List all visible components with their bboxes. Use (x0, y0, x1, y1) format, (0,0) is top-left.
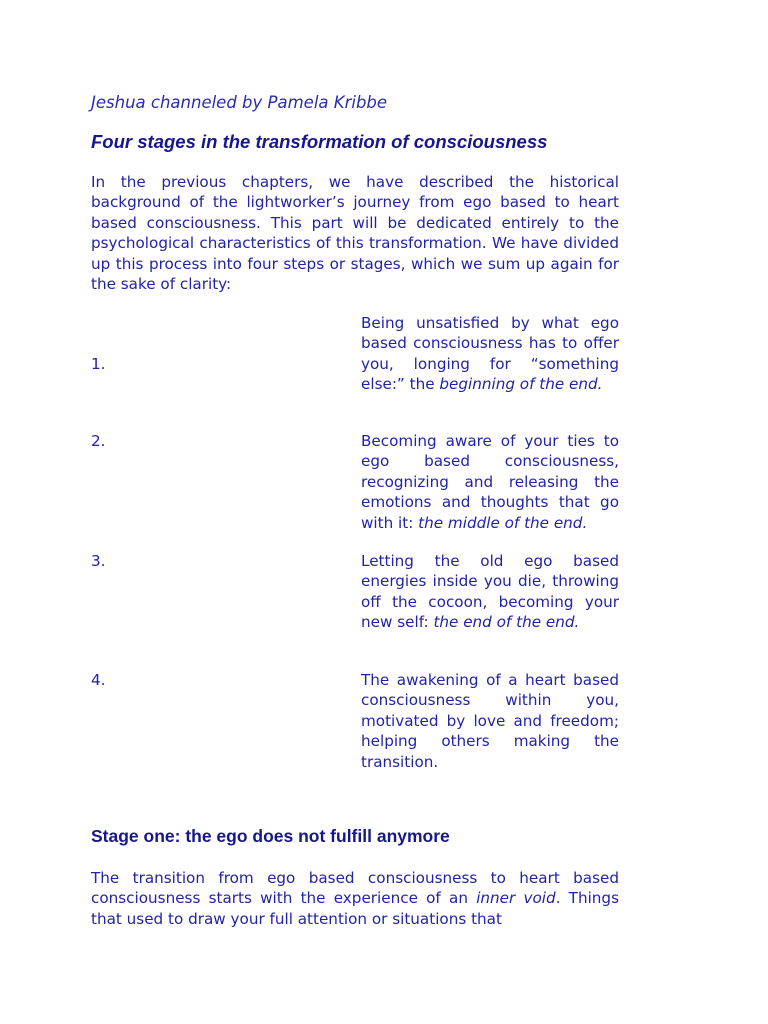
stage-text: Being unsatisfied by what ego based consciousness has to offer you, longing for “something else:” the (361, 314, 619, 394)
intro-paragraph: In the previous chapters, we have described the historical background of the lightworker’s journey from ego based to heart based consciousness. This part will be dedicated entirely to the psychological characteristics of this transformation. We have divided up this process into four steps or stages, which we sum up again for the sake of clarity: (91, 173, 619, 294)
section-text-continued: . Things that used to draw your full attention or situations that (91, 889, 619, 928)
section-paragraph (91, 868, 619, 929)
stage-emphasis: the end of the end. (433, 613, 580, 632)
byline: Jeshua channeled by Pamela Kribbe (91, 93, 388, 112)
stage-description (361, 431, 619, 533)
stage-text: Becoming aware of your ties to ego based consciousness, recognizing and releasing the emotions and thoughts that go with it: (361, 432, 619, 532)
section-text: The transition from ego based consciousness to heart based consciousness starts with the experience of an (91, 869, 619, 908)
stage-description (361, 313, 619, 395)
stage-number: 4. (91, 671, 106, 689)
stage-number: 2. (91, 432, 106, 450)
stage-emphasis: beginning of the end. (439, 375, 603, 394)
stage-text: Letting the old ego based energies inside you die, throwing off the cocoon, becoming your new self: (361, 552, 619, 632)
stage-description (361, 551, 619, 633)
stage-number: 3. (91, 552, 106, 570)
stage-emphasis: the middle of the end. (418, 513, 588, 532)
section-heading: Stage one: the ego does not fulfill anymore (91, 826, 450, 846)
page-title: Four stages in the transformation of consciousness (91, 131, 548, 152)
stage-number: 1. (91, 355, 106, 373)
stage-text: The awakening of a heart based consciousness within you, motivated by love and freedom; helping others making the transition. (361, 671, 619, 771)
section-emphasis: inner void (476, 889, 556, 908)
stage-description (361, 670, 619, 772)
